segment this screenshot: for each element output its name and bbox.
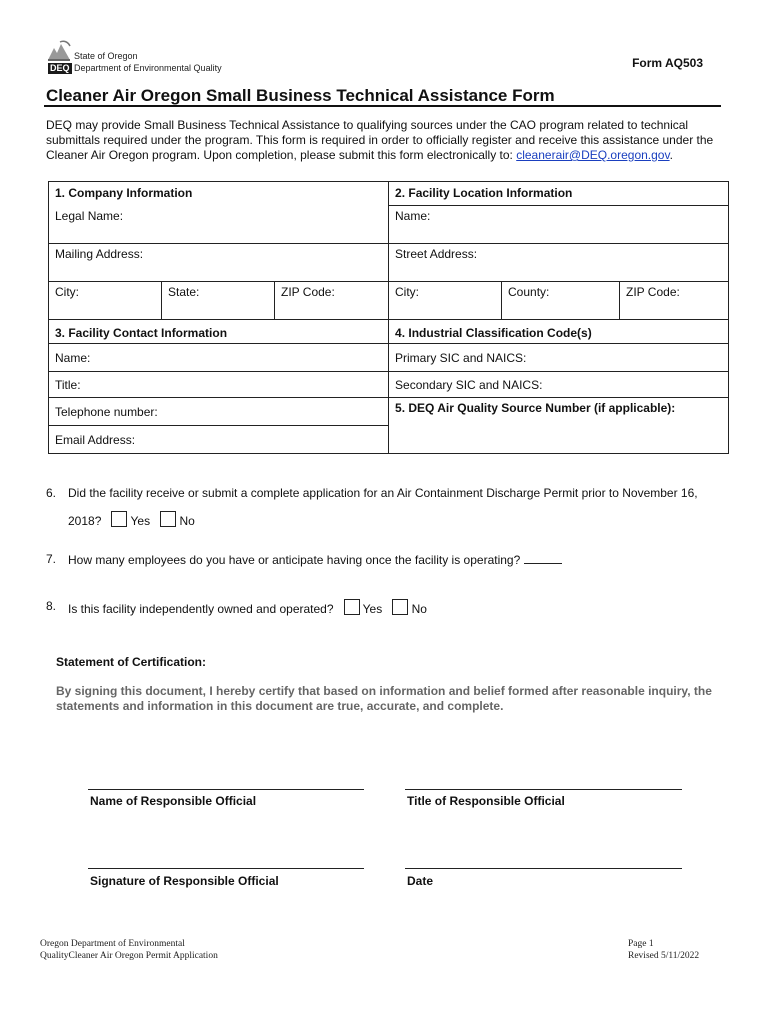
- q6-yes-label: Yes: [130, 514, 151, 528]
- date-line[interactable]: [405, 868, 682, 869]
- form-number: Form AQ503: [632, 56, 703, 70]
- signature-official-label: Signature of Responsible Official: [90, 874, 279, 888]
- mailing-address-field[interactable]: Mailing Address:: [49, 244, 389, 282]
- q8-no-label: No: [411, 602, 427, 616]
- secondary-sic-field[interactable]: Secondary SIC and NAICS:: [389, 372, 729, 398]
- section-company-heading: 1. Company Information: [49, 182, 389, 206]
- signature-line[interactable]: [88, 868, 364, 869]
- question-7: [46, 552, 746, 568]
- question-8: [46, 599, 746, 617]
- logo-deq-badge: DEQ: [50, 63, 70, 73]
- footer-right: [628, 938, 699, 962]
- question-6-text: Did the facility receive or submit a complete application for an Air Containment Discharge Permit prior to November 16,: [68, 486, 698, 500]
- company-state-field[interactable]: State:: [162, 282, 275, 320]
- intro-text: DEQ may provide Small Business Technical Assistance to qualifying sources under the CAO program related to technical submittals required under the program. This form is required in order to officially register and receive this assistance under the Cleaner Air Oregon program. Upon completion, please submit this form electronically to:: [46, 118, 714, 162]
- q8-yes-checkbox[interactable]: [344, 599, 360, 615]
- title-official-label: Title of Responsible Official: [407, 794, 565, 808]
- location-zip-field[interactable]: ZIP Code:: [620, 282, 729, 320]
- submit-email-link[interactable]: cleanerair@DEQ.oregon.gov: [516, 148, 670, 162]
- primary-sic-field[interactable]: Primary SIC and NAICS:: [389, 344, 729, 372]
- contact-name-field[interactable]: Name:: [49, 344, 389, 372]
- logo-department-text: Department of Environmental Quality: [74, 63, 222, 73]
- title-divider: [44, 105, 721, 107]
- footer-org-line1: Oregon Department of Environmental: [40, 939, 185, 949]
- contact-email-field[interactable]: Email Address:: [49, 426, 389, 454]
- contact-phone-field[interactable]: Telephone number:: [49, 398, 389, 426]
- q8-no-checkbox[interactable]: [392, 599, 408, 615]
- question-8-line: [68, 599, 427, 617]
- location-name-field[interactable]: Name:: [389, 206, 729, 244]
- title-signature-line[interactable]: [405, 789, 682, 790]
- intro-end: .: [669, 148, 673, 162]
- certification-title: Statement of Certification:: [56, 655, 207, 669]
- street-address-field[interactable]: Street Address:: [389, 244, 729, 282]
- q6-no-checkbox[interactable]: [160, 511, 176, 527]
- legal-name-field[interactable]: Legal Name:: [49, 206, 389, 244]
- question-7-text: How many employees do you have or anticipate having once the facility is operating?: [68, 553, 521, 567]
- footer-revised: Revised 5/11/2022: [628, 951, 700, 961]
- question-7-number: 7.: [46, 552, 57, 566]
- employee-count-blank[interactable]: [524, 552, 562, 564]
- date-label: Date: [407, 874, 434, 888]
- question-6: [46, 486, 746, 526]
- footer-page: Page 1: [628, 939, 654, 949]
- question-8-text: Is this facility independently owned and operated?: [68, 602, 334, 616]
- facility-info-table: [48, 181, 729, 454]
- logo-state-text: State of Oregon: [74, 51, 138, 61]
- q6-no-label: No: [179, 514, 195, 528]
- q6-yes-checkbox[interactable]: [111, 511, 127, 527]
- question-6-number: 6.: [46, 486, 57, 500]
- deq-logo-icon: [46, 38, 72, 64]
- question-6-text-cont: [68, 511, 195, 529]
- location-county-field[interactable]: County:: [502, 282, 620, 320]
- section-contact-heading: 3. Facility Contact Information: [49, 320, 389, 344]
- certification-body: By signing this document, I hereby certify that based on information and belief formed after reasonable inquiry, the statements and information in this document are true, accurate, and complete.: [56, 684, 712, 713]
- section-classification-heading: 4. Industrial Classification Code(s): [389, 320, 729, 344]
- section-location-heading: 2. Facility Location Information: [389, 182, 729, 206]
- question-6-year: 2018?: [68, 514, 102, 528]
- footer-org-line2: QualityCleaner Air Oregon Permit Application: [40, 951, 218, 961]
- q8-yes-label: Yes: [362, 602, 383, 616]
- name-official-label: Name of Responsible Official: [90, 794, 257, 808]
- intro-paragraph: [46, 118, 736, 163]
- location-city-field[interactable]: City:: [389, 282, 502, 320]
- page-title: Cleaner Air Oregon Small Business Technical Assistance Form: [46, 86, 555, 105]
- name-signature-line[interactable]: [88, 789, 364, 790]
- company-city-field[interactable]: City:: [49, 282, 162, 320]
- contact-title-field[interactable]: Title:: [49, 372, 389, 398]
- question-7-line: [68, 552, 562, 568]
- company-zip-field[interactable]: ZIP Code:: [275, 282, 389, 320]
- question-8-number: 8.: [46, 599, 57, 613]
- footer-left: [40, 938, 218, 962]
- source-number-field[interactable]: 5. DEQ Air Quality Source Number (if applicable):: [389, 398, 729, 454]
